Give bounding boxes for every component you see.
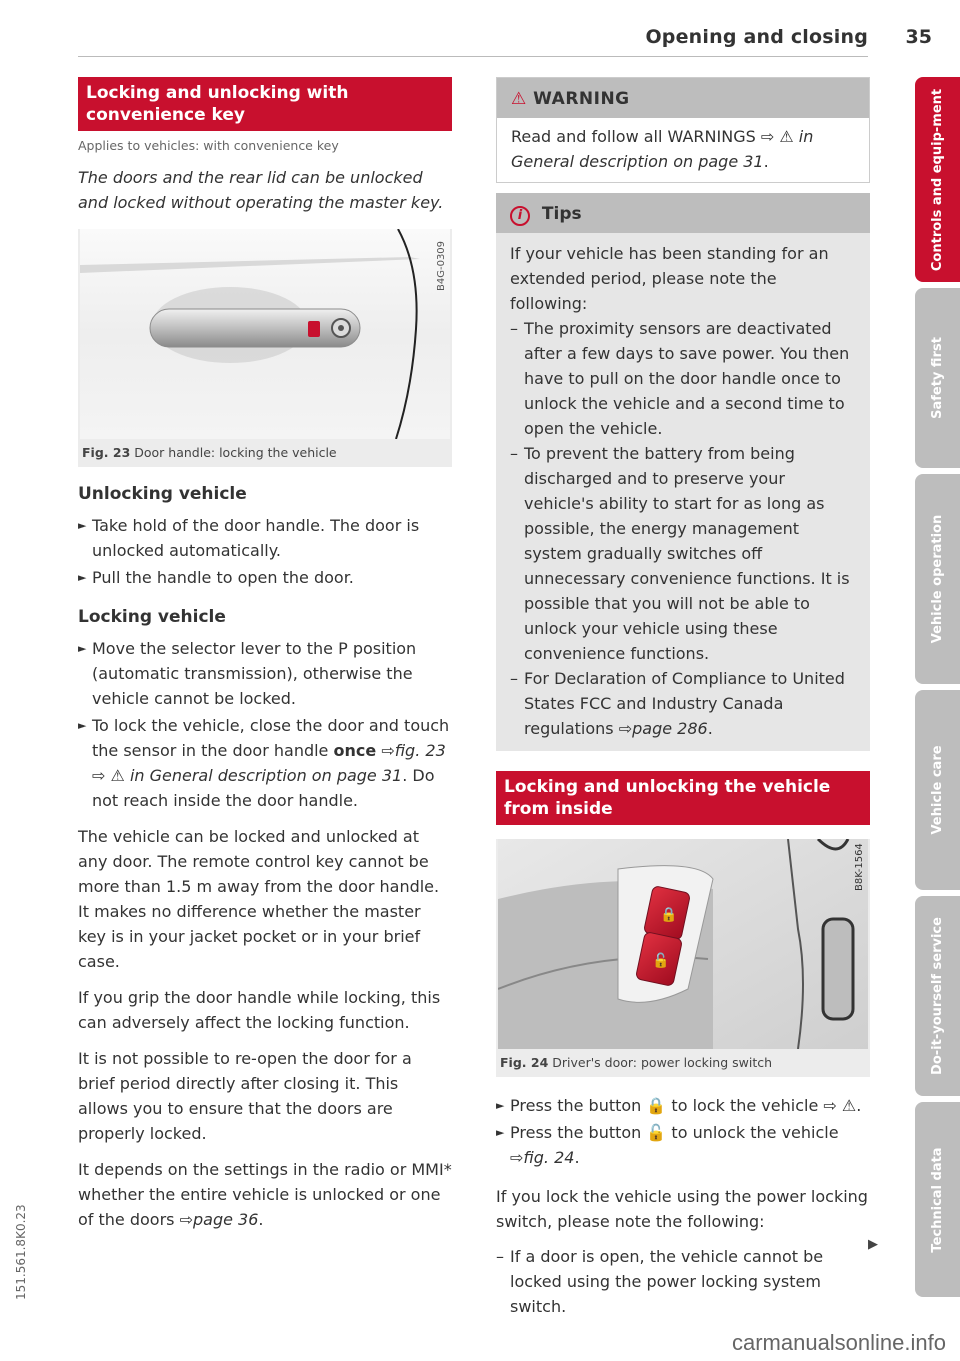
door-handle bbox=[150, 309, 360, 347]
figure-24 bbox=[496, 839, 870, 1077]
right-column bbox=[496, 77, 870, 1319]
power-locking-switch-illustration bbox=[498, 839, 868, 1049]
reference-arrow-icon: ⇨ bbox=[510, 1148, 524, 1167]
bullet-arrow-icon: ► bbox=[496, 1126, 505, 1139]
door-handle-illustration bbox=[80, 229, 450, 439]
tab-controls-and-equipment[interactable]: Controls and equip-ment bbox=[915, 77, 960, 282]
section-title-convenience-key: Locking and unlocking with convenience key bbox=[78, 77, 452, 131]
reference-arrow-icon: ⇨ bbox=[381, 741, 395, 760]
reference-arrow-icon: ⇨ bbox=[92, 766, 106, 785]
padlock-open-icon: 🔓 bbox=[646, 1123, 667, 1142]
sensor-marker bbox=[308, 321, 320, 337]
unlock-step-2: ► Pull the handle to open the door. bbox=[78, 565, 452, 590]
tips-intro: If your vehicle has been standing for an extended period, please note the following: bbox=[510, 244, 829, 313]
tab-vehicle-care[interactable]: Vehicle care bbox=[915, 690, 960, 890]
bullet-arrow-icon: ► bbox=[78, 642, 87, 655]
fig23-caption bbox=[78, 439, 452, 467]
lock-step-2: ► To lock the vehicle, close the door and touch the sensor in the door handle once ⇨fig. 23 ⇨ ⚠ in General description on page 31. Do not reach inside the door handle. bbox=[78, 713, 452, 813]
heading-locking: Locking vehicle bbox=[78, 607, 226, 627]
tips-body bbox=[496, 233, 870, 751]
tab-do-it-yourself-service[interactable]: Do-it-yourself service bbox=[915, 896, 960, 1096]
bullet-arrow-icon: ► bbox=[78, 571, 87, 584]
xref-fig24[interactable]: fig. 24 bbox=[523, 1148, 575, 1167]
fig24-caption bbox=[496, 1049, 870, 1077]
warning-triangle-icon: ⚠ bbox=[110, 766, 125, 785]
padlock-closed-icon: 🔒 bbox=[660, 907, 678, 923]
fig23-number: Fig. 23 bbox=[82, 445, 131, 460]
tips-title: Tips bbox=[541, 204, 582, 224]
inside-paragraph: If you lock the vehicle using the power locking switch, please note the following: bbox=[496, 1187, 868, 1231]
warning-body: Read and follow all WARNINGS ⇨ ⚠ in General description on page 31. bbox=[511, 127, 814, 171]
paragraph-3: It is not possible to re-open the door for a brief period directly after closing it. This allows you to ensure that the doors are properly locked. bbox=[78, 1049, 412, 1143]
reference-arrow-icon: ⇨ bbox=[823, 1096, 837, 1115]
fig24-code: B8K-1564 bbox=[854, 843, 865, 891]
inside-unlock-step: ► Press the button 🔓 to unlock the vehicle ⇨fig. 24. bbox=[496, 1120, 870, 1170]
xref-page-286[interactable]: page 286 bbox=[632, 719, 708, 738]
reference-arrow-icon: ⇨ bbox=[618, 719, 633, 738]
xref-page-36[interactable]: page 36 bbox=[193, 1210, 259, 1229]
warning-header bbox=[497, 78, 869, 118]
bullet-arrow-icon: ► bbox=[78, 519, 87, 532]
paragraph-4: It depends on the settings in the radio or MMI* whether the entire vehicle is unlocked or one of the doors ⇨page 36. bbox=[78, 1160, 452, 1229]
xref-fig23[interactable]: fig. 23 bbox=[394, 741, 446, 760]
intro-text: The doors and the rear lid can be unlocked and locked without operating the master key. bbox=[78, 168, 444, 212]
figure-23 bbox=[78, 229, 452, 467]
fig23-text: Door handle: locking the vehicle bbox=[134, 445, 337, 460]
door-pull bbox=[823, 919, 853, 1019]
tips-header bbox=[496, 193, 870, 233]
bullet-arrow-icon: ► bbox=[496, 1099, 505, 1112]
warning-title: WARNING bbox=[533, 89, 630, 109]
fig23-code: B4G-0309 bbox=[436, 240, 447, 291]
tab-safety-first[interactable]: Safety first bbox=[915, 288, 960, 468]
left-column bbox=[78, 77, 452, 1232]
bullet-arrow-icon: ► bbox=[78, 719, 87, 732]
reference-arrow-icon: ⇨ bbox=[760, 127, 775, 146]
applies-note: Applies to vehicles: with convenience key bbox=[78, 138, 339, 153]
door-handle-svg bbox=[80, 229, 450, 439]
xref-general-description[interactable]: in General description on page 31 bbox=[511, 127, 814, 171]
paragraph-1: The vehicle can be locked and unlocked at any door. The remote control key cannot be more than 1.5 m away from the door handle. It makes no difference whether the master key is in your jacket pocket or in your brief case. bbox=[78, 827, 440, 971]
continue-arrow-icon: ▶ bbox=[868, 1237, 878, 1252]
unlock-step-1: ► Take hold of the door handle. The door is unlocked automatically. bbox=[78, 513, 452, 563]
heading-unlocking: Unlocking vehicle bbox=[78, 484, 247, 504]
page-number: 35 bbox=[905, 26, 932, 48]
info-circle-icon: i bbox=[510, 206, 530, 226]
padlock-open-icon: 🔓 bbox=[652, 953, 670, 969]
warning-triangle-icon: ⚠ bbox=[511, 89, 527, 109]
tips-box bbox=[496, 193, 870, 751]
emphasis-once: once bbox=[333, 741, 377, 760]
paragraph-2: If you grip the door handle while locking, this can adversely affect the locking function. bbox=[78, 988, 441, 1032]
warning-triangle-icon: ⚠ bbox=[779, 127, 794, 146]
tip-item-1: – The proximity sensors are deactivated after a few days to save power. You then have to pull on the door handle once to unlock the vehicle and a second time to open the vehicle. bbox=[510, 319, 850, 438]
tab-vehicle-operation[interactable]: Vehicle operation bbox=[915, 474, 960, 684]
tip-item-3: – For Declaration of Compliance to United States FCC and Industry Canada regulations ⇨page 286. bbox=[510, 669, 845, 738]
tab-technical-data[interactable]: Technical data bbox=[915, 1102, 960, 1297]
inside-lock-step: ► Press the button 🔒 to lock the vehicle ⇨ ⚠. bbox=[496, 1093, 870, 1118]
tip-item-2: – To prevent the battery from being discharged and to preserve your vehicle's ability to start for as long as possible, the energy management system gradually switches off unnecessary convenience functions. It is possible that you will not be able to unlock your vehicle using these convenience functions. bbox=[510, 444, 850, 663]
inside-dash-item: – If a door is open, the vehicle cannot be locked using the power locking system switch. bbox=[496, 1247, 824, 1316]
fig24-text: Driver's door: power locking switch bbox=[552, 1055, 773, 1070]
running-title: Opening and closing bbox=[645, 26, 868, 48]
warning-triangle-icon: ⚠ bbox=[841, 1096, 857, 1115]
section-title-from-inside: Locking and unlocking the vehicle from inside bbox=[496, 771, 870, 825]
document-code: 151.561.8K0.23 bbox=[14, 1204, 28, 1300]
reference-arrow-icon: ⇨ bbox=[179, 1210, 193, 1229]
watermark: carmanualsonline.info bbox=[731, 1330, 946, 1355]
power-lock-svg bbox=[498, 839, 868, 1049]
fig24-number: Fig. 24 bbox=[500, 1055, 549, 1070]
xref-general-description[interactable]: in General description on page 31 bbox=[129, 766, 403, 785]
padlock-closed-icon: 🔒 bbox=[646, 1096, 667, 1115]
header-rule bbox=[78, 56, 868, 57]
lock-step-1: ► Move the selector lever to the P position (automatic transmission), otherwise the vehicle cannot be locked. bbox=[78, 636, 452, 711]
warning-box bbox=[496, 77, 870, 183]
